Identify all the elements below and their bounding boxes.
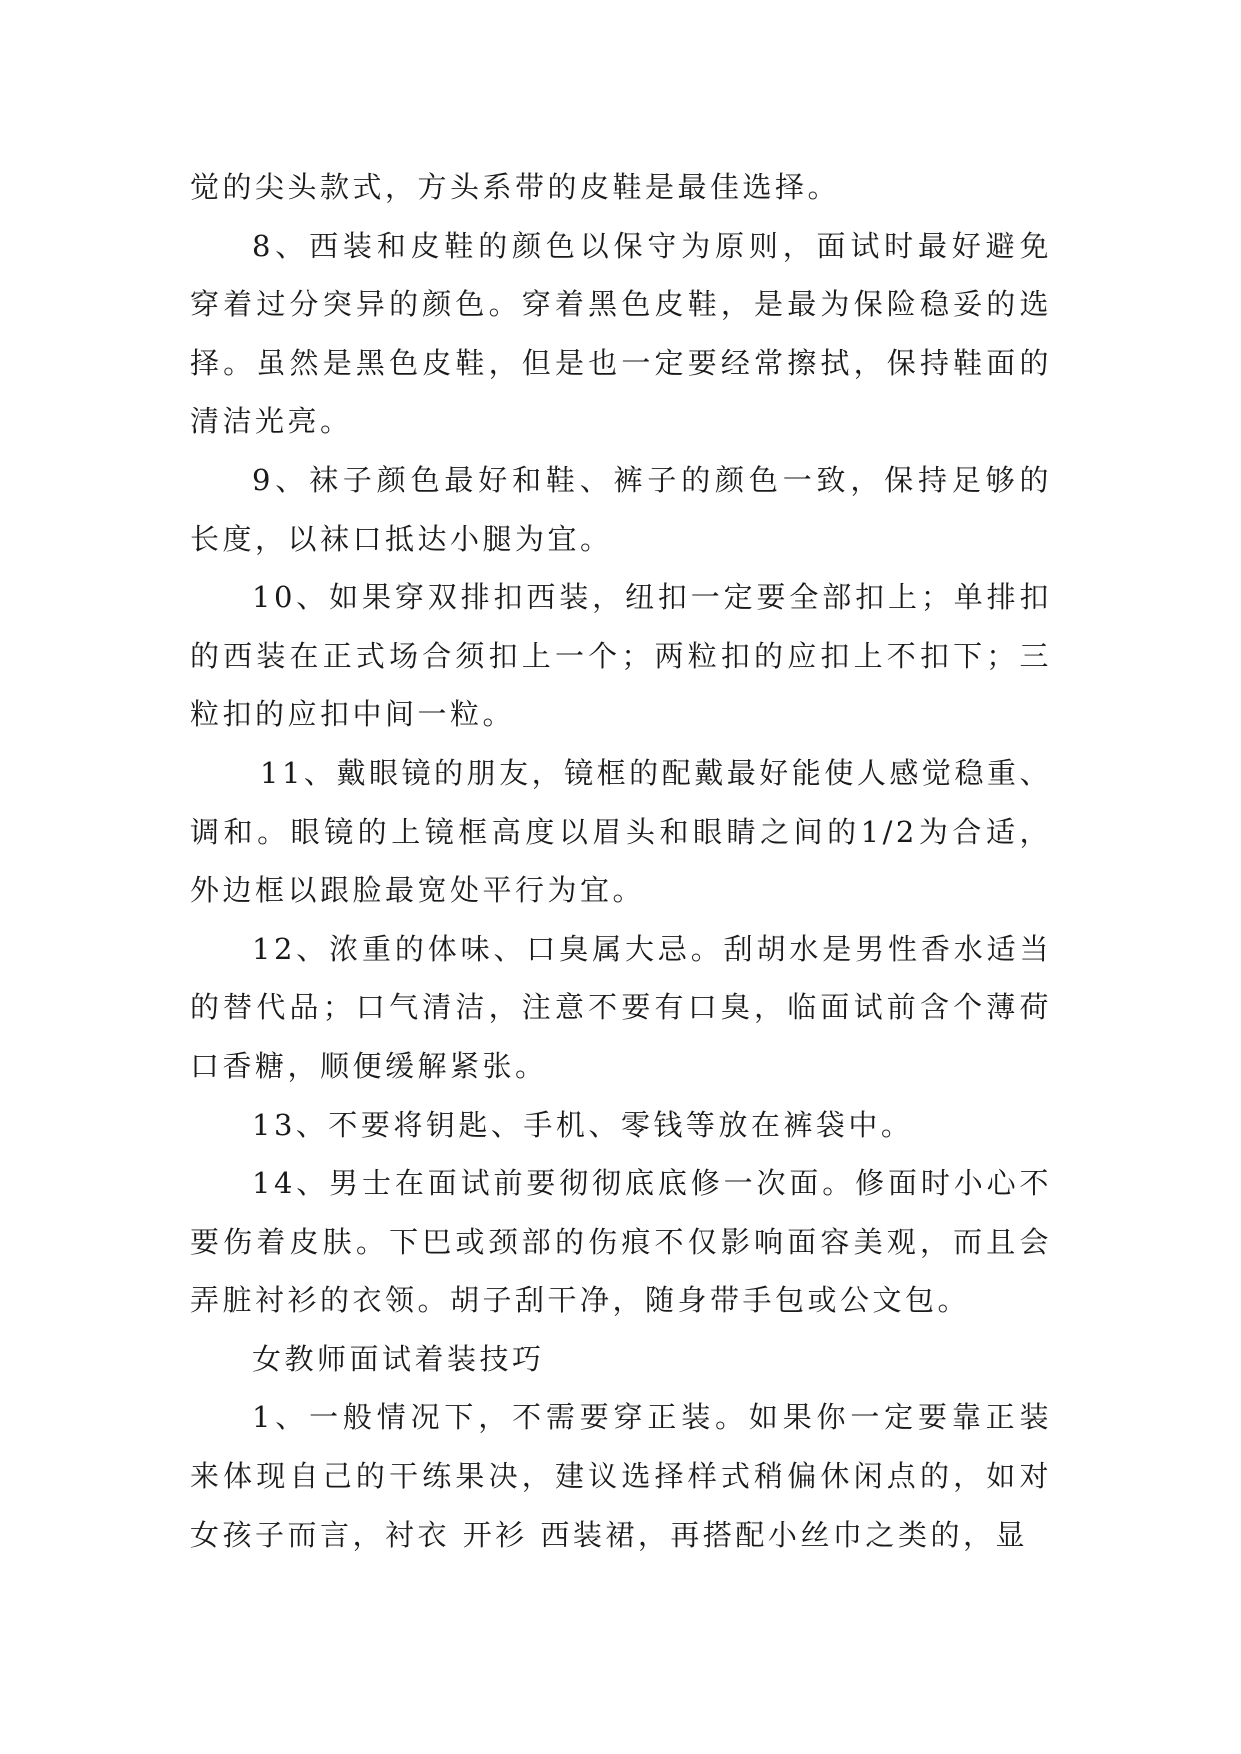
paragraph-item-9: 9、袜子颜色最好和鞋、裤子的颜色一致，保持足够的长度，以袜口抵达小腿为宜。	[190, 462, 1052, 556]
paragraph-item-13: 13、不要将钥匙、手机、零钱等放在裤袋中。	[252, 1107, 914, 1142]
paragraph-item-11: 11、戴眼镜的朋友，镜框的配戴最好能使人感觉稳重、调和。眼镜的上镜框高度以眉头和眼睛之间的1/2为合适，外边框以跟脸最宽处平行为宜。	[190, 755, 1052, 908]
paragraph-item-1: 1、一般情况下，不需要穿正装。如果你一定要靠正装来体现自己的干练果决，建议选择样式稍偏休闲点的，如对女孩子而言，衬衣 开衫 西装裙，再搭配小丝巾之类的，显	[190, 1400, 1052, 1552]
section-heading: 女教师面试着装技巧	[252, 1341, 545, 1376]
paragraph-item-8: 8、西装和皮鞋的颜色以保守为原则，面试时最好避免穿着过分突异的颜色。穿着黑色皮鞋，是最为保险稳妥的选择。虽然是黑色皮鞋，但是也一定要经常擦拭，保持鞋面的清洁光亮。	[190, 228, 1052, 439]
document-body	[190, 158, 1052, 1564]
paragraph-continued: 觉的尖头款式，方头系带的皮鞋是最佳选择。	[190, 170, 841, 204]
paragraph-item-10: 10、如果穿双排扣西装，纽扣一定要全部扣上；单排扣的西装在正式场合须扣上一个；两粒扣的应扣上不扣下；三粒扣的应扣中间一粒。	[190, 580, 1052, 732]
paragraph-item-12: 12、浓重的体味、口臭属大忌。刮胡水是男性香水适当的替代品；口气清洁，注意不要有口臭，临面试前含个薄荷口香糖，顺便缓解紧张。	[190, 931, 1052, 1083]
paragraph-item-14: 14、男士在面试前要彻彻底底修一次面。修面时小心不要伤着皮肤。下巴或颈部的伤痕不仅影响面容美观，而且会弄脏衬衫的衣领。胡子刮干净，随身带手包或公文包。	[190, 1166, 1052, 1318]
